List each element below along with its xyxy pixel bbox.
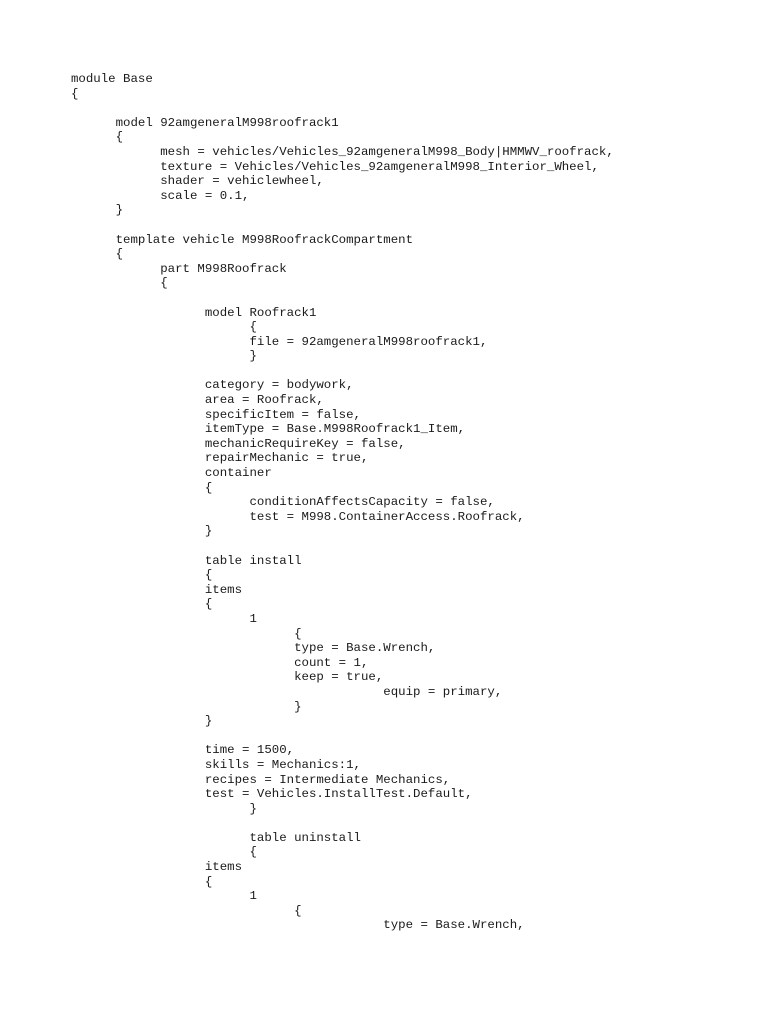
code-line: module Base [71,72,153,86]
code-line: { [71,874,213,889]
code-line: { [71,568,213,583]
code-line: { [71,845,257,860]
code-line: mechanicRequireKey = false, [71,436,406,451]
code-line: specificItem = false, [71,407,361,422]
code-line: scale = 0.1, [71,188,250,203]
code-line: test = Vehicles.InstallTest.Default, [71,787,473,802]
code-listing [71,72,614,933]
code-line: texture = Vehicles/Vehicles_92amgeneralM998_Interior_Wheel, [71,159,599,174]
code-line: { [71,276,168,291]
code-line: { [71,626,302,641]
code-line: model 92amgeneralM998roofrack1 [71,115,339,130]
code-line: count = 1, [71,655,369,670]
code-line [71,101,614,116]
code-line: skills = Mechanics:1, [71,757,361,772]
code-line: { [71,480,213,495]
code-line: keep = true, [71,670,384,685]
code-line: repairMechanic = true, [71,451,369,466]
code-line: template vehicle M998RoofrackCompartment [71,232,414,247]
code-line: type = Base.Wrench, [71,641,436,656]
code-line: 1 [71,889,257,904]
code-line: } [71,801,257,816]
code-line: test = M998.ContainerAccess.Roofrack, [71,509,525,524]
code-line [71,816,614,831]
code-line [71,364,614,379]
code-line: } [71,203,124,218]
code-line [71,539,614,554]
code-line: } [71,349,257,364]
code-line: { [71,320,257,335]
code-line: items [71,860,243,875]
code-line: conditionAffectsCapacity = false, [71,495,495,510]
code-line: table uninstall [71,830,361,845]
code-line: { [71,247,124,262]
code-line: part M998Roofrack [71,261,287,276]
code-line: } [71,699,302,714]
code-line: { [71,597,213,612]
code-line: { [71,903,302,918]
code-line [71,291,614,306]
code-line: shader = vehiclewheel, [71,174,324,189]
code-line: { [71,86,79,101]
code-line: category = bodywork, [71,378,354,393]
code-line: mesh = vehicles/Vehicles_92amgeneralM998_Body|HMMWV_roofrack, [71,144,614,159]
code-line: file = 92amgeneralM998roofrack1, [71,334,488,349]
code-line: type = Base.Wrench, [71,918,525,933]
code-line: area = Roofrack, [71,393,324,408]
code-line: recipes = Intermediate Mechanics, [71,772,451,787]
code-line: model Roofrack1 [71,305,317,320]
code-line [71,218,614,233]
code-line: items [71,582,243,597]
code-line: equip = primary, [71,684,503,699]
code-line: } [71,714,213,729]
code-line: { [71,130,124,145]
code-line: } [71,524,213,539]
code-line [71,729,614,744]
code-line: table install [71,553,302,568]
code-line: itemType = Base.M998Roofrack1_Item, [71,422,466,437]
code-line: time = 1500, [71,743,295,758]
code-line: 1 [71,611,257,626]
code-line: container [71,466,272,481]
